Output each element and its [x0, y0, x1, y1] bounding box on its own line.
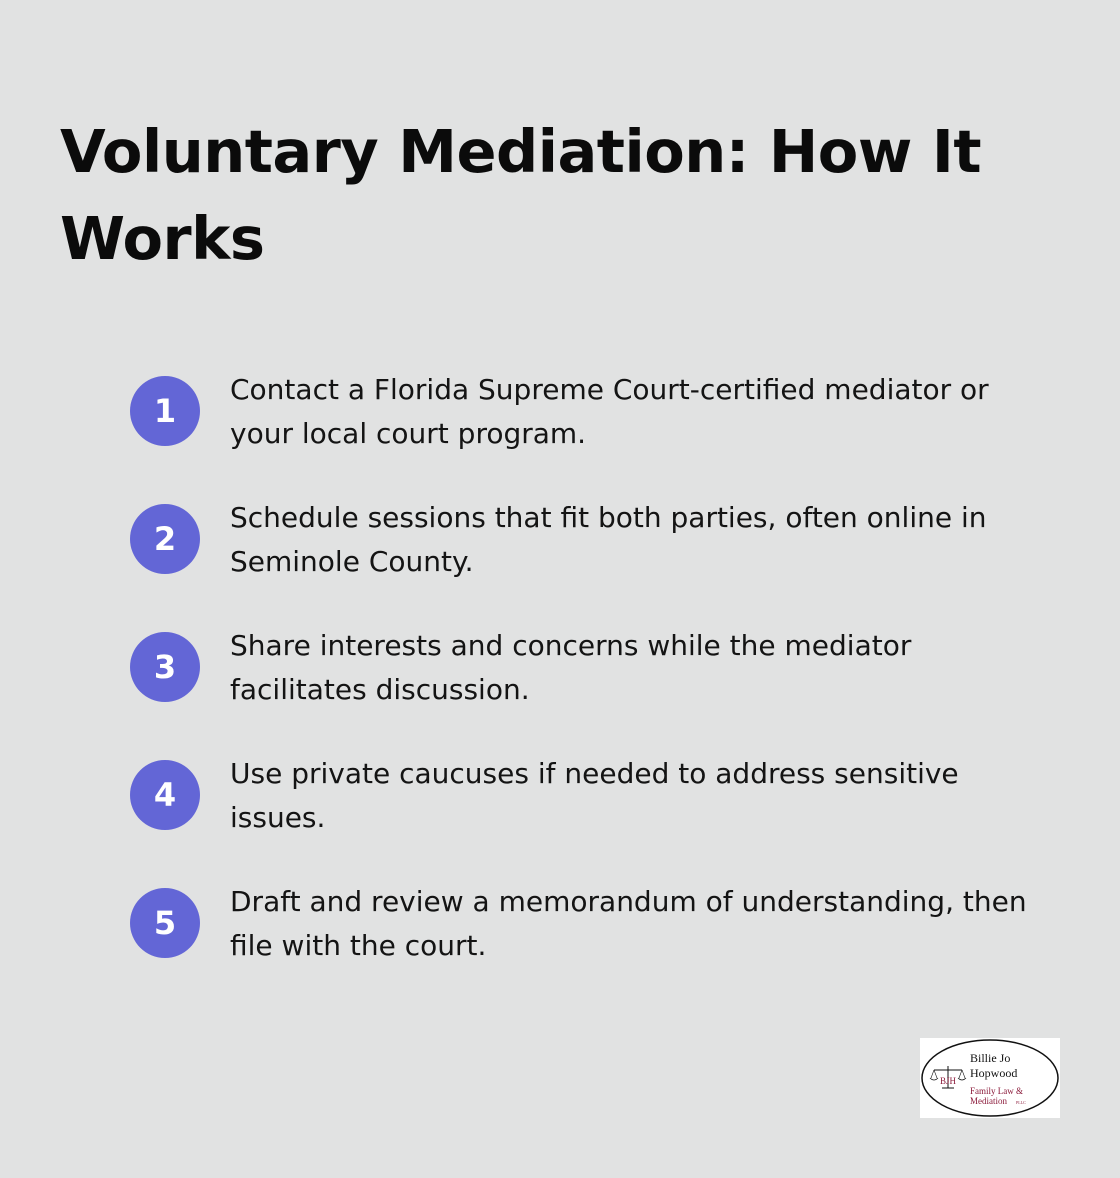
logo-suffix: PLLC — [1016, 1100, 1026, 1105]
step-text: Share interests and concerns while the mediator facilitates discussion. — [230, 629, 912, 706]
logo-line-3: Family Law & — [970, 1086, 1023, 1096]
step-item-1 — [130, 368, 1060, 496]
step-item-5 — [130, 880, 1060, 1008]
logo-line-4: Mediation — [970, 1096, 1007, 1106]
step-text: Schedule sessions that fit both parties, often online in Seminole County. — [230, 501, 987, 578]
logo-line-2: Hopwood — [970, 1066, 1018, 1080]
step-number-badge: 2 — [130, 504, 200, 574]
steps-list — [130, 368, 1060, 1008]
logo-graphic — [920, 1038, 1060, 1118]
page-title: Voluntary Mediation: How It Works — [60, 117, 982, 273]
step-item-4 — [130, 752, 1060, 880]
step-text: Use private caucuses if needed to address sensitive issues. — [230, 757, 959, 834]
logo-line-1: Billie Jo — [970, 1051, 1011, 1065]
firm-logo — [920, 1038, 1060, 1118]
step-number-badge: 5 — [130, 888, 200, 958]
step-text: Draft and review a memorandum of understanding, then file with the court. — [230, 885, 1027, 962]
step-item-2 — [130, 496, 1060, 624]
step-number-badge: 3 — [130, 632, 200, 702]
step-item-3 — [130, 624, 1060, 752]
step-text: Contact a Florida Supreme Court-certified mediator or your local court program. — [230, 373, 989, 450]
logo-monogram: BJH — [939, 1076, 957, 1086]
step-number-badge: 4 — [130, 760, 200, 830]
step-number-badge: 1 — [130, 376, 200, 446]
